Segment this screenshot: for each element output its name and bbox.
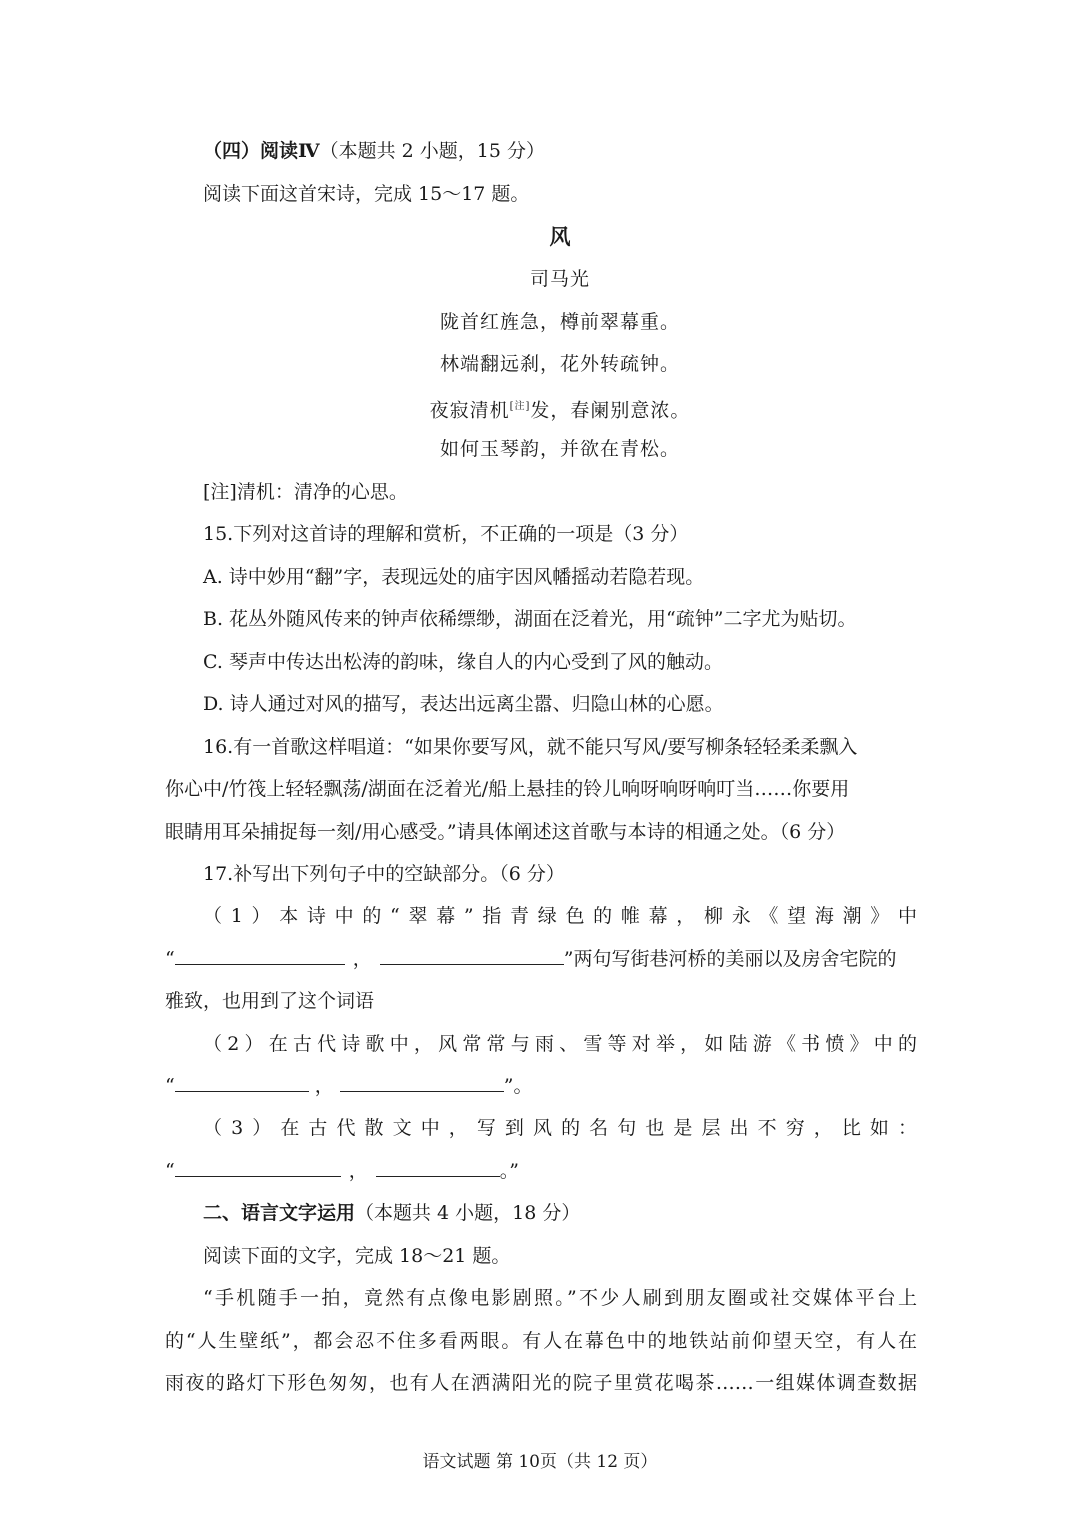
poem-note: [注]清机：清净的心思。 (203, 481, 408, 503)
question-15-option-c: C. 琴声中传达出松涛的韵味，缘自人的内心受到了风的触动。 (203, 651, 723, 673)
question-15-option-d: D. 诗人通过对风的描写，表达出远离尘嚣、归隐山林的心愿。 (203, 693, 724, 715)
question-17-part-1-tail: ”两句写街巷河桥的美丽以及房舍宅院的 (563, 948, 897, 970)
answer-blank[interactable] (340, 1073, 504, 1092)
question-17-part-2-line-1: （2）在古代诗歌中，风常常与雨、雪等对举，如陆游《书愤》中的 (203, 1033, 917, 1055)
question-15-option-a: A. 诗中妙用“翻”字，表现远处的庙宇因风幡摇动若隐若现。 (203, 566, 705, 588)
section4-instruction: 阅读下面这首宋诗，完成 15～17 题。 (203, 183, 530, 205)
question-17-part-3-line-1: （3）在古代散文中，写到风的名句也是层出不穷，比如： (203, 1117, 917, 1139)
section2-paragraph-line-3: 雨夜的路灯下形色匆匆，也有人在洒满阳光的院子里赏花喝茶……一组媒体调查数据 (165, 1372, 917, 1394)
poem-line-3 (0, 394, 1080, 423)
answer-blank[interactable] (175, 1158, 341, 1177)
answer-blank[interactable] (380, 946, 564, 965)
poem-line-3-start: 夜寂清机 (429, 399, 510, 422)
section4-heading-label: （四）阅读Ⅳ (203, 140, 320, 162)
section2-instruction: 阅读下面的文字，完成 18～21 题。 (203, 1245, 511, 1267)
question-17-part-3-tail: 。” (499, 1160, 519, 1182)
question-17-part-1-line-1: （1）本诗中的“翠幕”指青绿色的帷幕，柳永《望海潮》中 (203, 905, 917, 927)
blank-comma: ， (348, 1160, 368, 1182)
question-17-part-3-line-2 (165, 1158, 917, 1184)
poem-author: 司马光 (529, 268, 590, 290)
answer-blank[interactable] (175, 946, 345, 965)
question-17-part-1-line-3: 雅致，也用到了这个词语 (165, 990, 375, 1012)
poem-note-marker: [注] (509, 401, 531, 412)
section2-heading (203, 1200, 917, 1226)
poem-line-4: 如何玉琴韵，并欲在青松。 (439, 438, 680, 460)
quote-open: “ (165, 1075, 175, 1097)
section2-heading-label: 二、语言文字运用 (203, 1202, 356, 1224)
section4-heading (203, 138, 917, 164)
answer-blank[interactable] (175, 1073, 309, 1092)
blank-comma: ， (314, 1075, 334, 1097)
section2-paragraph-line-1: “手机随手一拍，竟然有点像电影剧照。”不少人刷到朋友圈或社交媒体平台上 (203, 1287, 917, 1309)
section4-heading-score: （本题共 2 小题，15 分） (319, 140, 545, 162)
question-16-line-2: 你心中/竹筏上轻轻飘荡/湖面在泛着光/船上悬挂的铃儿响呀响呀响叮当……你要用 (165, 778, 850, 800)
question-15-stem: 15.下列对这首诗的理解和赏析，不正确的一项是（3 分） (203, 523, 689, 545)
question-16-line-1: 16.有一首歌这样唱道：“如果你要写风，就不能只写风/要写柳条轻轻柔柔飘入 (203, 736, 858, 758)
question-17-part-2-line-2 (165, 1073, 917, 1099)
poem-line-1: 陇首红旌急，樽前翠幕重。 (439, 311, 680, 333)
poem-line-2: 林端翻远刹，花外转疏钟。 (439, 353, 680, 375)
blank-comma: ， (352, 948, 372, 970)
answer-blank[interactable] (376, 1158, 500, 1177)
page-footer: 语文试题 第 10页（共 12 页） (422, 1452, 658, 1472)
poem-line-3-end: 发，春阑别意浓。 (530, 399, 691, 422)
section2-paragraph-line-2: 的“人生壁纸”，都会忍不住多看两眼。有人在幕色中的地铁站前仰望天空，有人在 (165, 1330, 917, 1352)
question-17-part-1-line-2 (165, 946, 917, 972)
question-16-line-3: 眼睛用耳朵捕捉每一刻/用心感受。”请具体阐述这首歌与本诗的相通之处。（6 分） (165, 821, 846, 843)
question-17-part-2-tail: ”。 (503, 1075, 533, 1097)
question-17-stem: 17.补写出下列句子中的空缺部分。（6 分） (203, 863, 565, 885)
question-15-option-b: B. 花丛外随风传来的钟声依稀缥缈，湖面在泛着光，用“疏钟”二字尤为贴切。 (203, 608, 857, 630)
poem-title: 风 (549, 224, 571, 249)
quote-open: “ (165, 1160, 175, 1182)
section2-heading-score: （本题共 4 小题，18 分） (355, 1202, 581, 1224)
quote-open: “ (165, 948, 175, 970)
